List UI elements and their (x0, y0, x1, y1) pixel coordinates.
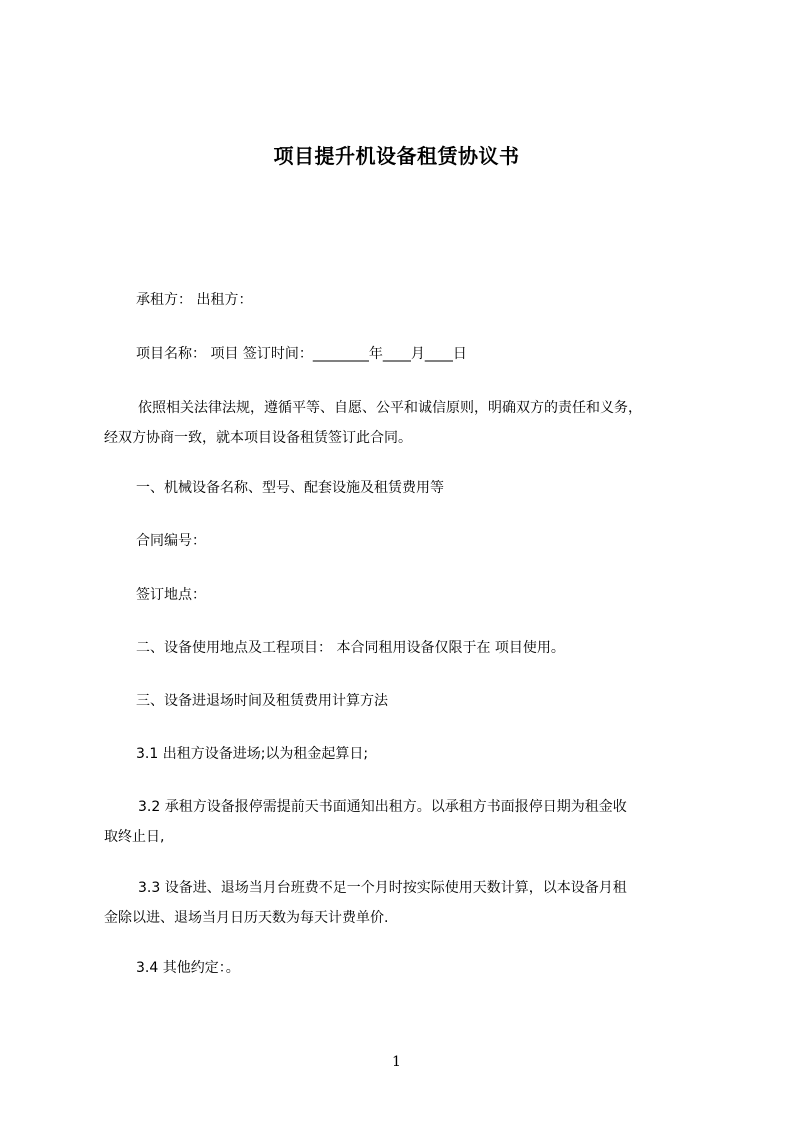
project-name-line: 项目名称： 项目 签订时间：________年____月____日 (136, 346, 467, 362)
clause-3-2-line-1: 3.2 承租方设备报停需提前天书面通知出租方。以承租方书面报停日期为租金收 (138, 799, 627, 815)
document-title: 项目提升机设备租赁协议书 (273, 144, 520, 168)
intro-line-2: 经双方协商一致，就本项目设备租赁签订此合同。 (104, 430, 412, 446)
page-number: 1 (392, 1054, 401, 1070)
clause-3-1: 3.1 出租方设备进场;以为租金起算日; (136, 746, 369, 762)
intro-line-1: 依照相关法律法规，遵循平等、自愿、公平和诚信原则，明确双方的责任和义务， (138, 400, 642, 416)
contract-number-line: 合同编号： (136, 533, 206, 549)
sign-place-line: 签订地点： (136, 587, 206, 603)
clause-3-2 (104, 792, 694, 852)
section-1-heading: 一、机械设备名称、型号、配套设施及租赁费用等 (136, 480, 444, 496)
section-2-heading: 二、设备使用地点及工程项目： 本合同租用设备仅限于在 项目使用。 (136, 640, 565, 656)
parties-line: 承租方： 出租方： (136, 292, 253, 308)
clause-3-2-line-2: 取终止日, (104, 829, 165, 845)
clause-3-3-line-2: 金除以进、退场当月日历天数为每天计费单价. (104, 910, 389, 926)
clause-3-3-line-1: 3.3 设备进、退场当月台班费不足一个月时按实际使用天数计算，以本设备月租 (138, 880, 627, 896)
section-3-heading: 三、设备进退场时间及租赁费用计算方法 (136, 693, 388, 709)
clause-3-4: 3.4 其他约定：。 (136, 960, 240, 976)
intro-paragraph (104, 393, 694, 453)
clause-3-3 (104, 873, 694, 933)
